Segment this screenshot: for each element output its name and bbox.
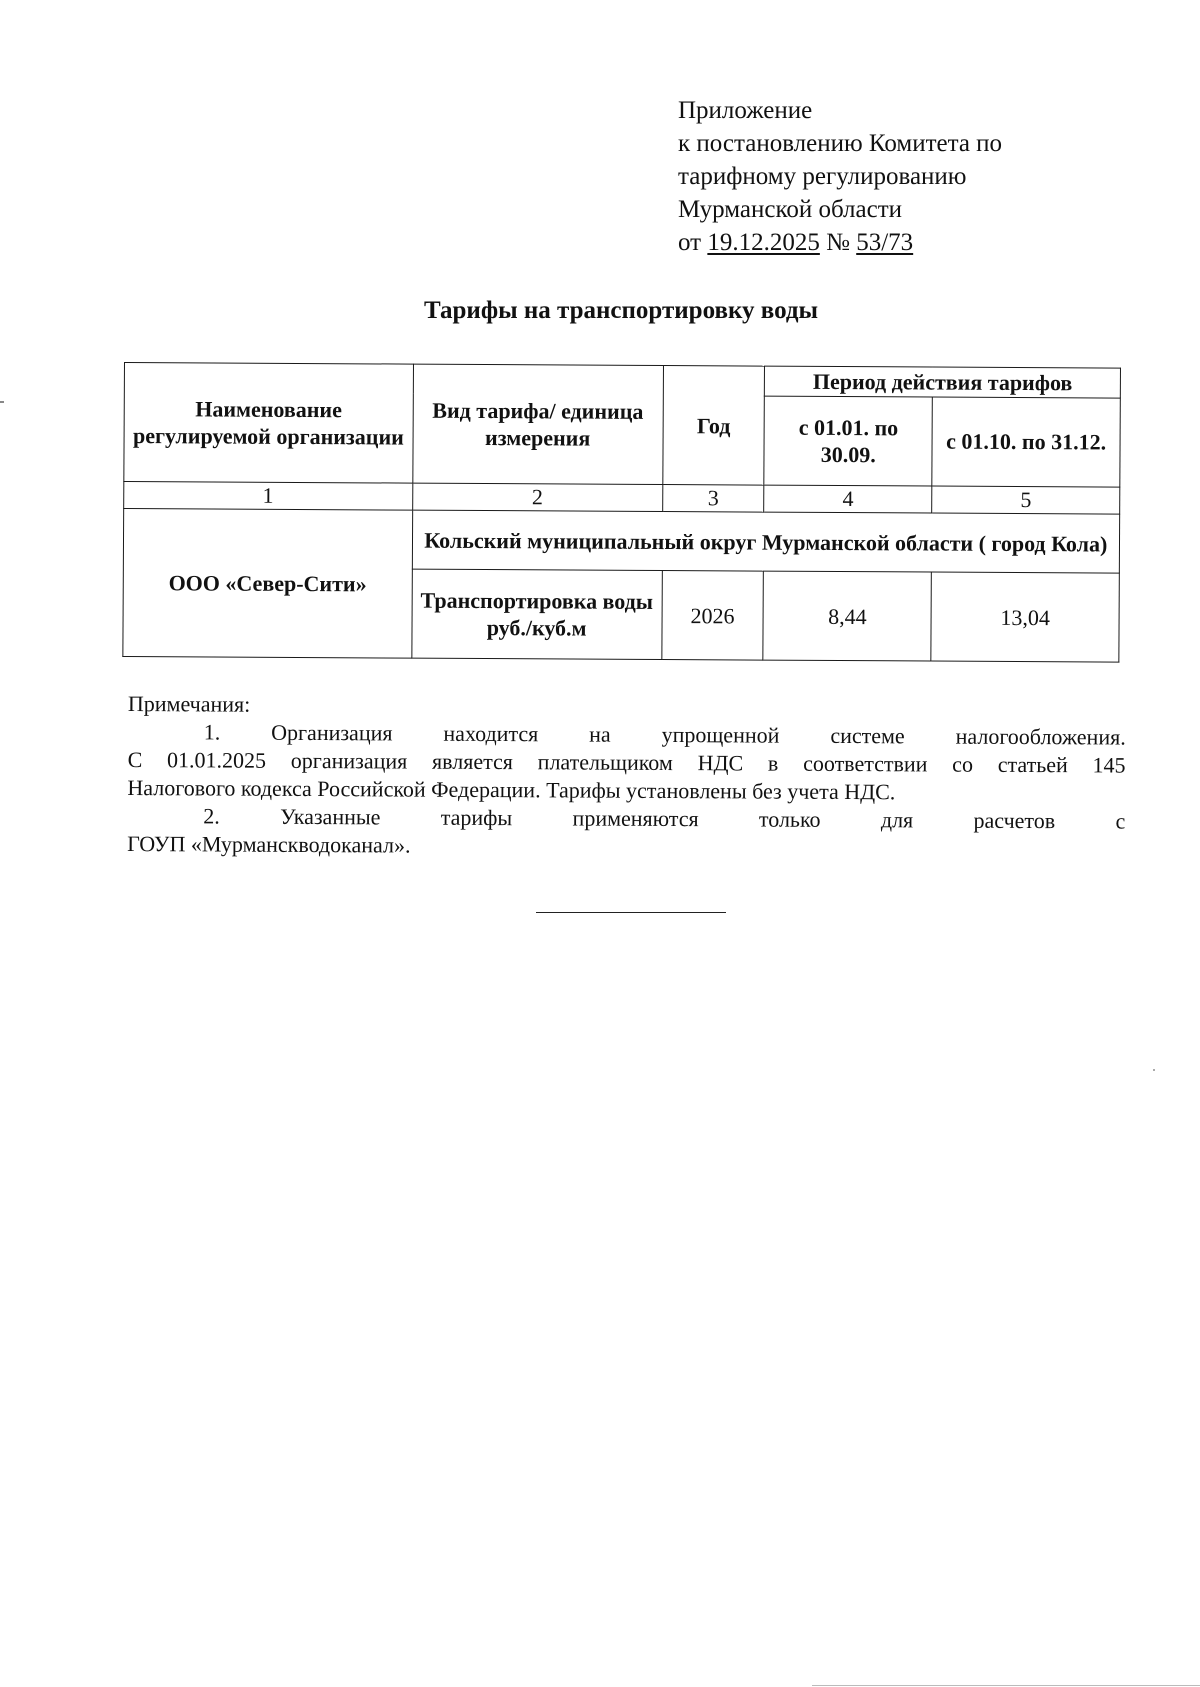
note-2-line-2: ГОУП «Мурманскводоканал». — [127, 830, 411, 858]
appendix-line-3: тарифному регулированию — [678, 163, 967, 190]
note-1-line-2: С 01.01.2025 организация является плательщиком НДС в соответствии со статьей 145 — [127, 746, 1126, 778]
number-sign: № — [826, 229, 850, 256]
organization-name: ООО «Север-Сити» — [123, 509, 413, 659]
document-title: Тарифы на транспортировку воды — [423, 297, 819, 324]
header-organization: Наименование регулируемой организации — [124, 363, 413, 484]
tariff-year: 2026 — [661, 571, 763, 661]
header-year: Год — [662, 366, 765, 486]
end-divider — [536, 912, 726, 913]
tariff-value-period-2: 13,04 — [931, 572, 1119, 662]
header-period: Период действия тарифов — [765, 366, 1121, 398]
tariff-value-period-1: 8,44 — [763, 571, 931, 661]
note-1-line-3: Налогового кодекса Российской Федерации. Тарифы установлены без учета НДС. — [127, 774, 896, 805]
region-name: Кольский муниципальный округ Мурманской области ( город Кола) — [412, 510, 1120, 573]
notes-section — [127, 690, 1126, 864]
appendix-line-1: Приложение — [678, 97, 813, 124]
note-1-line-1: 1. Организация находится на упрощенной системе налогообложения. — [203, 719, 1126, 750]
note-2-line-1: 2. Указанные тарифы применяются только для расчетов с — [203, 803, 1126, 834]
column-number: 4 — [764, 485, 932, 513]
tariff-table — [122, 362, 1121, 663]
header-period-1: с 01.01. по 30.09. — [764, 396, 932, 486]
column-number: 2 — [412, 483, 662, 511]
table-row — [123, 509, 1119, 574]
table-header-row — [124, 363, 1120, 398]
appendix-line-2: к постановлению Комитета по — [678, 130, 1003, 157]
tariff-type: Транспортировка воды руб./куб.м — [412, 569, 662, 659]
column-number: 1 — [124, 482, 413, 511]
notes-heading: Примечания: — [127, 691, 251, 717]
column-number: 3 — [662, 485, 764, 513]
appendix-date-line — [678, 226, 1002, 259]
date-prefix: от — [678, 229, 702, 256]
resolution-date: 19.12.2025 — [707, 229, 820, 256]
appendix-line-4: Мурманской области — [678, 196, 903, 223]
scan-mark — [1153, 1069, 1155, 1071]
scan-edge-line — [812, 1685, 1200, 1686]
column-number: 5 — [932, 486, 1120, 514]
appendix-header — [678, 94, 1002, 259]
scan-mark — [0, 401, 4, 403]
header-period-2: с 01.10. по 31.12. — [932, 397, 1120, 487]
resolution-number: 53/73 — [856, 229, 914, 256]
header-tariff-type: Вид тарифа/ единица измерения — [413, 364, 664, 484]
